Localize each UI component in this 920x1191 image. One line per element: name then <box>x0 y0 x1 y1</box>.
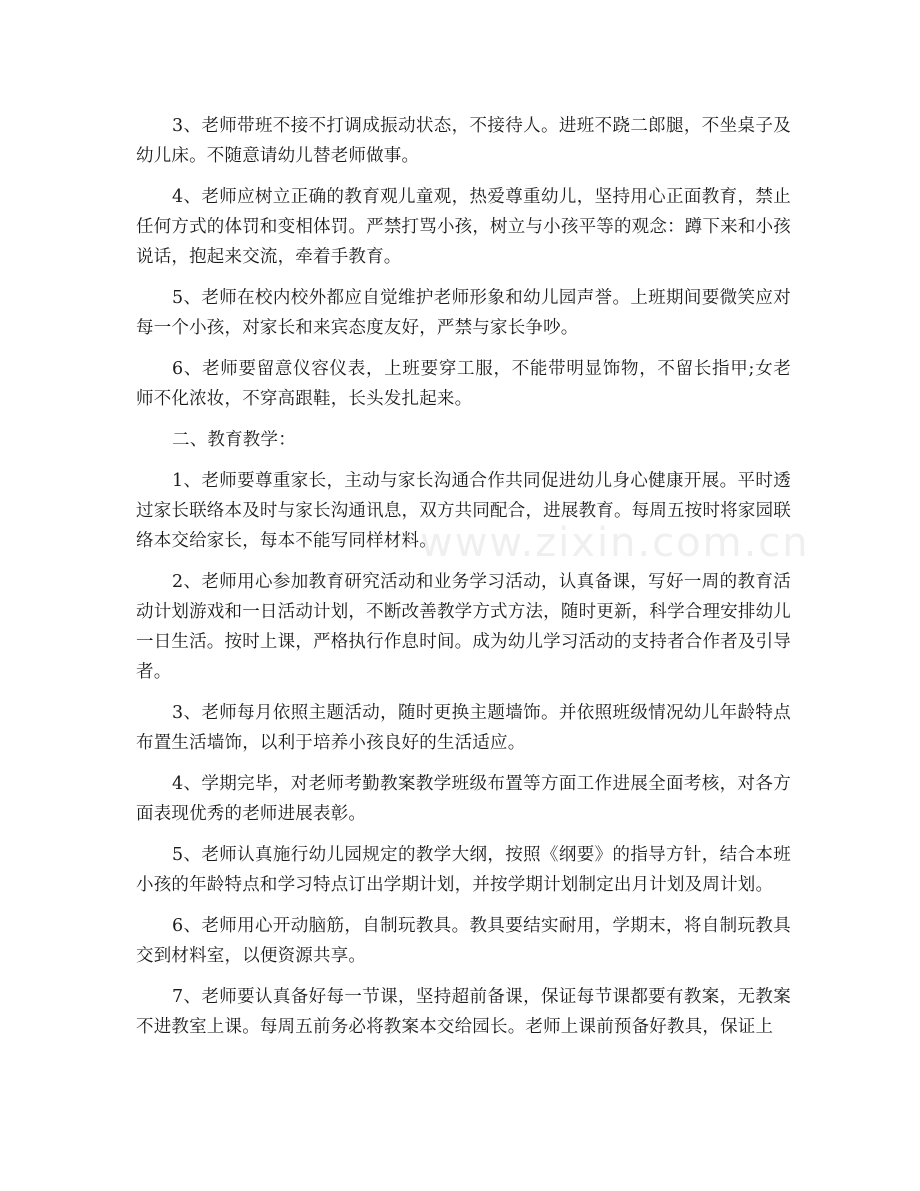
paragraph-rule-3: 3、老师带班不接不打调成振动状态，不接待人。进班不跷二郎腿，不坐桌子及幼儿床。不随意请幼儿替老师做事。 <box>136 116 791 166</box>
paragraph-edu-1: 1、老师要尊重家长，主动与家长沟通合作共同促进幼儿身心健康开展。平时透过家长联络本及时与家长沟通讯息，双方共同配合，进展教育。每周五按时将家园联络本交给家长，每本不能写同样材料。 <box>136 471 791 551</box>
paragraph-edu-3: 3、老师每月依照主题活动，随时更换主题墙饰。并依照班级情况幼儿年龄特点布置生活墙饰，以利于培养小孩良好的生活适应。 <box>136 703 791 753</box>
paragraph-rule-4: 4、老师应树立正确的教育观儿童观，热爱尊重幼儿，坚持用心正面教育，禁止任何方式的体罚和变相体罚。严禁打骂小孩，树立与小孩平等的观念：蹲下来和小孩说话，抱起来交流，牵着手教育。 <box>136 187 791 267</box>
paragraph-edu-4: 4、学期完毕，对老师考勤教案教学班级布置等方面工作进展全面考核，对各方面表现优秀的老师进展表彰。 <box>136 774 791 824</box>
paragraph-edu-7: 7、老师要认真备好每一节课，坚持超前备课，保证每节课都要有教案，无教案不进教室上课。每周五前务必将教案本交给园长。老师上课前预备好教具，保证上 <box>136 987 791 1037</box>
paragraph-rule-6: 6、老师要留意仪容仪表，上班要穿工服，不能带明显饰物，不留长指甲;女老师不化浓妆，不穿高跟鞋，长头发扎起来。 <box>136 359 791 409</box>
paragraph-rule-5: 5、老师在校内校外都应自觉维护老师形象和幼儿园声誉。上班期间要微笑应对每一个小孩，对家长和来宾态度友好，严禁与家长争吵。 <box>136 288 791 338</box>
paragraph-edu-5: 5、老师认真施行幼儿园规定的教学大纲，按照《纲要》的指导方针，结合本班小孩的年龄特点和学习特点订出学期计划，并按学期计划制定出月计划及周计划。 <box>136 845 791 895</box>
document-body <box>136 111 791 1053</box>
paragraph-edu-2: 2、老师用心参加教育研究活动和业务学习活动，认真备课，写好一周的教育活动计划游戏和一日活动计划，不断改善教学方式方法，随时更新，科学合理安排幼儿一日生活。按时上课，严格执行作息时间。成为幼儿学习活动的支持者合作者及引导者。 <box>136 572 791 682</box>
section-heading-education: 二、教育教学： <box>172 430 296 450</box>
watermark: www.zixin.com.cn <box>420 520 810 566</box>
paragraph-edu-6: 6、老师用心开动脑筋，自制玩教具。教具要结实耐用，学期末，将自制玩教具交到材料室，以便资源共享。 <box>136 916 791 966</box>
